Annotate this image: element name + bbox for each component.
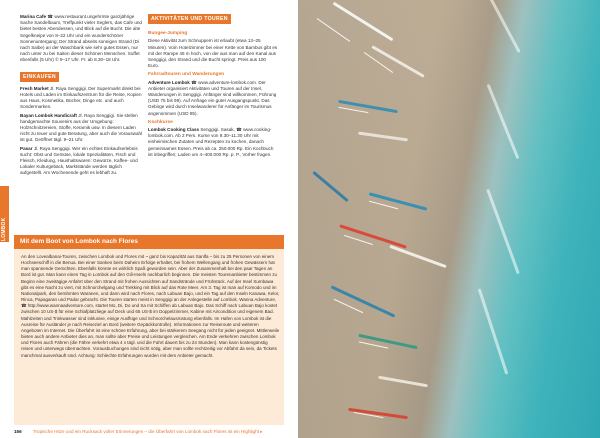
entry-name: Adventure Lombok — [148, 79, 190, 85]
subheading-kochkurse: Kochkurse — [148, 119, 173, 125]
page-number: 156 — [14, 429, 22, 434]
column-b — [148, 14, 278, 160]
entry-text: ☎ www.adventure-lombok.com. Der Anbieter organisiert Aktivitäten und Touren auf der Insel, Wanderungen in Senggigi. Anfänger sind willkommen, Führung (USD 75 bis 99). Auf Anfrage ein guter Ausgangspunkt. Das Gebirge wird durch Inselwanderer für Anfänger im Tourismus angenommen (USD 85). — [148, 79, 277, 116]
entry-name: Lombok Cooking Class — [148, 127, 200, 133]
subheading-fahrradtouren: Fahrradtouren und Wanderungen — [148, 72, 225, 78]
column-a — [20, 14, 143, 179]
beach-boats-photo — [298, 0, 600, 438]
entry-text: Jl. Raya Senggigi. Der Supermarkt direkt bei Hotels und Läden im Einkaufszentrum für die Reise, Kopien aus Haus, Kosmetika, Bücher, Dinge etc. und auch Sondermarken. — [20, 85, 142, 110]
right-page — [298, 0, 600, 438]
entry-name: Fresh Market — [20, 85, 49, 91]
chapter-side-label: LOMBOK — [1, 217, 7, 241]
info-box-title: Mit dem Boot von Lombok nach Flores — [14, 235, 284, 249]
left-page — [0, 0, 298, 438]
subheading-bungee: Bungee-Jumping — [148, 31, 188, 37]
info-box — [14, 235, 284, 425]
entry-marina-cafe — [20, 14, 143, 64]
entry-name: Marina Cafe — [20, 14, 47, 19]
section-heading-einkaufen: EINKAUFEN — [20, 72, 59, 82]
info-box-text: An den Lovealbanai-Touren, zwischen Lombok und Flores mit ~ ganz bis Kapazität aus Sanlfa – bis zu 25 Personen von einem Hochseeschiff in die Benua. Bei einer Sanken beim Daheim Erfolge erhaltet, bei frohem Wellengang und frohen Gewässern hat man spannende Gerüchten. Ebenfalls könnte es wirklich Spaß geworden sein. Aber der Zusammenhalt bei den paar Tagen an Bord ist gut. Man kann einen Tag in Lombok auf den Gili-Inseln nachbarlich beginnen. Die meisten Tourenanbieter bestimmen zu Beginn eine zweitägige Anfahrt über den Strand mit frohen Aussichten auf Sandstrände und Frühstück. Auf der Insel Sumbawa gibt es eine Nacht zu viert, mit Schnorchelgang und Trekking mit Blick auf das Rote Meer. Am 3. Tag ist man auf Komodo und im Nationalpark, den berühmten Waranen, und dann wird nach Flores, nach Labuan Bajo, und ein Tag auf den Inseln Kanawa, Kelor, Rinca, Papagaran und Padar gebracht. Die Touren starten meist in Senggigi an der Anlegestelle auf Lombok. Wanna Adventure, ☎ http://www.wannaadventure.com, startet Mo, Di, Do und Sa mit Schiffen ab Labuan Bajo. Das Schiff nach Labuan Bajo kostet zwischen 10 US-$ für eine Schlafplatzliege auf Deck und 65 US-$ im Doppelzimmer, Kabine mit Aircondition und eigenem Bad. Mahlzeiten und Trinkwasser sind inklusive, einige Ausflüge und Schnorchelausrüstung ebenfalls. Im Hafen von Lombok ist die Ausreise für Ausländer je nach Reiseziel an Bord (weitere Gepäckkontrolle). Informationen zur Reiseroute und weiteren Angeboten im Internet. Die Überfahrt ist eine schöne Erfahrung, aber bei stärkerem Seegang nicht für jeden geeignet. Mittlerweile bieten auch andere Anbieter dies an, man sollte aber Preise und Leistungen vergleichen. Am Ende verkehren zwischen Lombok und Flores auch Fähren (die Fähre verkehrt etwa 4 x tägl. und die Fahrt dauert bis zu 24 Stunden). Man kann kostengünstig reisen und unterwegs übernachten. Vorausbuchungen sind nicht nötig, aber man sollte rechtzeitig vor Abfahrt da sein, da Tickets manchmal ausverkauft sind. Achtung: Schlechte Erfahrungen wurden mit dem Anbieter gemacht. — [21, 254, 280, 358]
entry-bayan-lombok — [20, 113, 143, 144]
entry-name: Bayan Lombok Handicraft — [20, 112, 77, 118]
entry-name: Pasar — [20, 145, 33, 151]
section-heading-aktivitaeten: AKTIVITÄTEN UND TOUREN — [148, 14, 231, 24]
entry-pasar — [20, 146, 143, 177]
entry-fresh-market — [20, 86, 143, 111]
entry-text: ☎ www.restaurant.ungehrmte ganzjährige Sache Sandelbaum, Treffpunkt vieler Seglers, das Cafe und bietet besten Abendessen, und Blick auf die Bucht. Die alte Segelkneipe von 8–22 Uhr und ein wunderschöner Sonnenuntergang; Der Strand abseits sonnigen Strand (Di nach Saibe) an der Waschbank wie sehr gutes Essen, nur nach unter zu bei Saiten dieser Schönen Menschen. Suffet ebenfalls (5 Uhr) © 9–17 Uhr. Fr. ab 8.30–18 Uhr. — [20, 14, 142, 63]
entry-bungee-text: Diese Aktivität zum Schnuppern ist erlaubt (etwa 13–25 Minuten). Vom Hotelzimmer bei einer Kette von Bambus gibt es mit der Rampe 45 m hoch, von der aus man auf den Kanal aus Senggigi, den Strand und die Bucht springt. Preis aus 100 Euro. — [148, 38, 278, 69]
entry-text: Senggigi. Sasak, ☎ www.cooking-lombok.com. Ab 2 Pers. Kurse von 9.30–11.30 Uhr mit einheimischen Zutaten und Rezepten zu kochen, danach gemeinsames Essen. Preis ab ca. 250.000 Rp. Ein Kochbuch ist inbegriffen; Laden um 4–400.000 Rp. p. P., Vorher fragen. — [148, 127, 274, 157]
entry-adventure-lombok — [148, 80, 278, 117]
entry-text: Jl. Raya Senggigi. Wer ein echtes Einkaufserlebnis sucht: Obst und Gemüse, lokale Spezialitäten, Fisch und Fleisch, Kleidung, Haushaltswaren: Gewürze, Kaffee- und Lokaler Kulturgebäck, Marktstände werden täglich aufgestellt. Am Wochenende geht es lebhaft zu. — [20, 145, 138, 176]
page-footer — [14, 427, 290, 436]
entry-cooking-class — [148, 127, 278, 158]
info-box-body — [21, 254, 280, 359]
footer-note: Tropische Hitze und ein Rucksack voller Erinnerungen – die Überfahrt von Lombok nach Flores ist ein Highlight ▸ — [32, 429, 263, 434]
entry-text: Jl. Raya Senggigi. Sie stellen handgemachte Souvenirs aus der Umgebung: Holzschnitzereien, Stoffe, Keramik usw. In diesem Laden nicht zu teuer und gute Beratung, aber auch die Vorauswahl ist gut. Geöffnet tägl. 9–21 Uhr. — [20, 112, 143, 143]
